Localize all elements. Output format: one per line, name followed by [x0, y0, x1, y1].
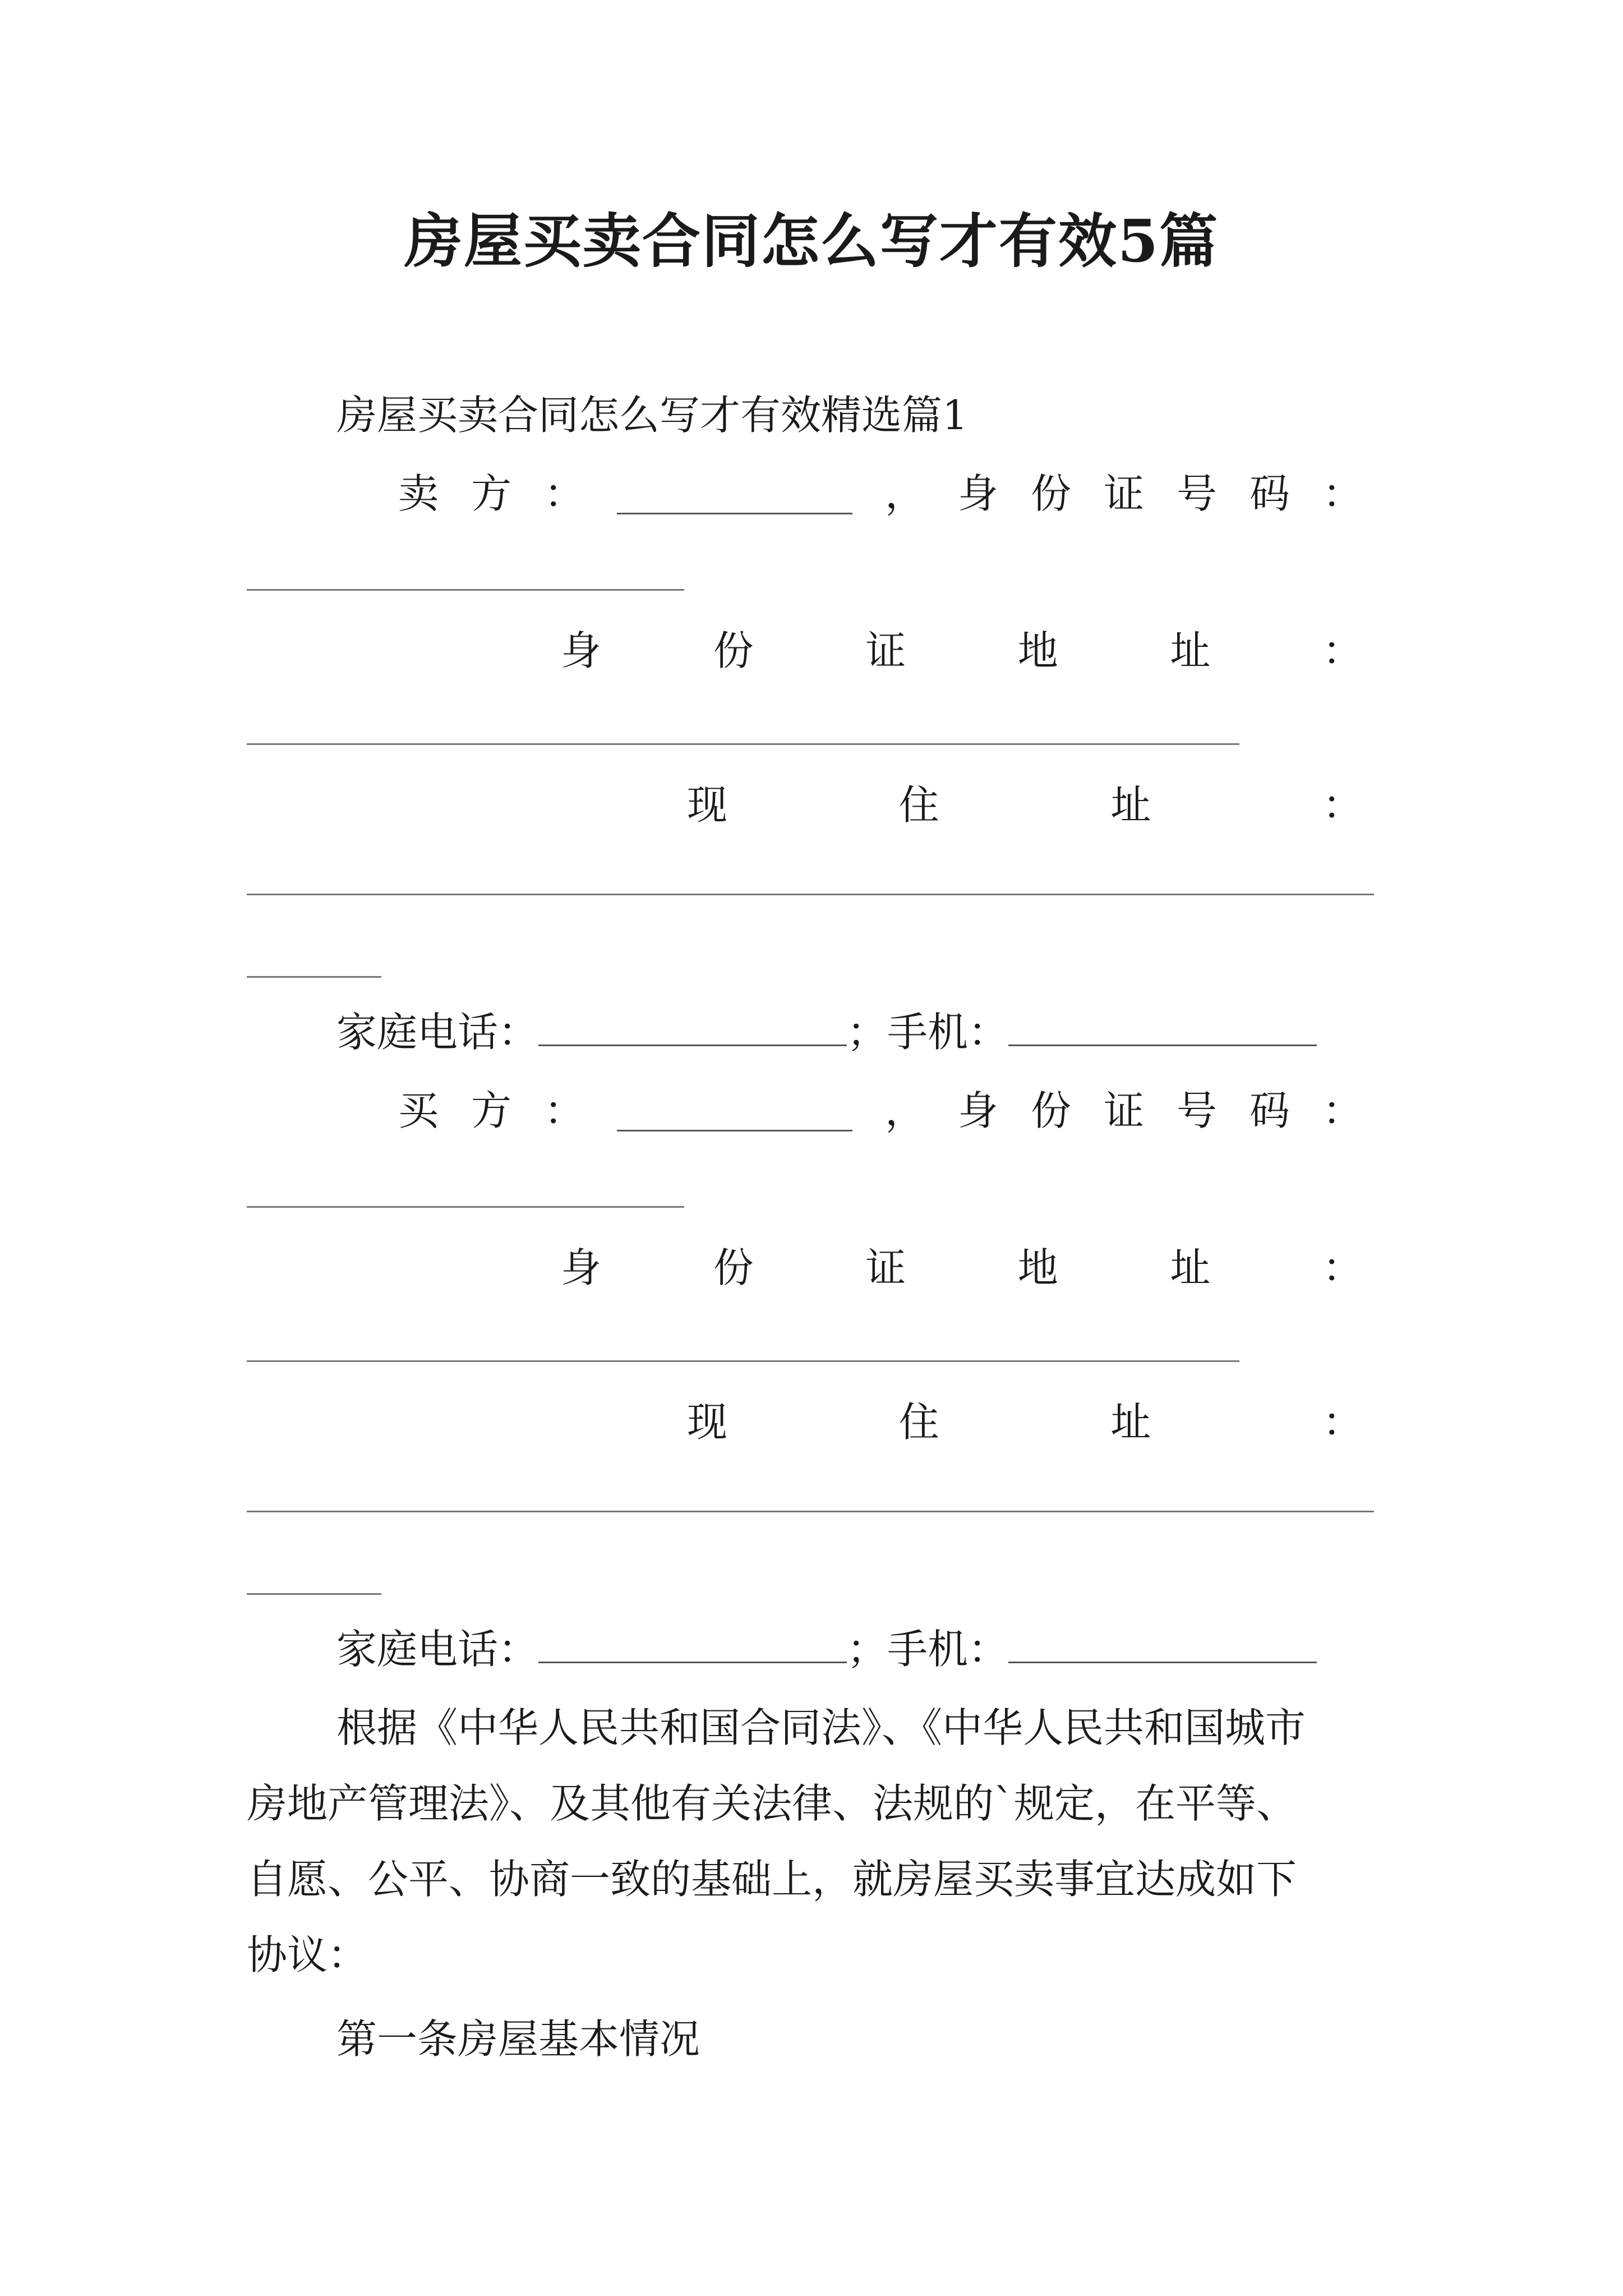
seller-curaddr-char-3: 址 — [1110, 781, 1151, 829]
seller-curaddr-char-4: ： — [1322, 781, 1363, 829]
buyer-id-address-blank[interactable] — [247, 1360, 1239, 1362]
seller-current-address-blank-2[interactable] — [247, 976, 381, 978]
seller-idaddr-char-4: 地 — [1017, 627, 1058, 674]
buyer-label-char-1: 买 — [398, 1087, 439, 1134]
seller-curaddr-char-2: 住 — [898, 781, 939, 829]
seller-id-address-blank[interactable] — [247, 743, 1239, 745]
subtitle: 房屋买卖合同怎么写才有效精选篇1 — [336, 392, 968, 439]
seller-id-number-blank[interactable] — [247, 589, 684, 591]
seller-id-char-4: 号 — [1176, 470, 1217, 517]
buyer-curaddr-char-1: 现 — [687, 1398, 728, 1446]
seller-current-address-row — [687, 777, 1363, 833]
buyer-id-address-row — [561, 1240, 1363, 1296]
buyer-id-char-1: 身 — [957, 1087, 998, 1134]
buyer-id-char-6: ： — [1322, 1087, 1363, 1134]
buyer-phone-row — [336, 1621, 1317, 1677]
seller-idaddr-char-2: 份 — [713, 627, 754, 674]
buyer-id-char-4: 号 — [1176, 1087, 1217, 1134]
buyer-label-char-2: 方 — [471, 1087, 512, 1134]
body-line-3: 自愿、公平、协商一致的基础上，就房屋买卖事宜达成如下 — [247, 1856, 1297, 1903]
seller-id-address-row — [561, 623, 1363, 679]
body-line-2: 房地产管理法》、及其他有关法律、法规的`规定，在平等、 — [247, 1780, 1297, 1827]
buyer-phone-label: 家庭电话： — [336, 1626, 539, 1673]
buyer-idaddr-char-2: 份 — [713, 1244, 754, 1291]
body-line-4: 协议： — [247, 1931, 368, 1978]
seller-id-char-1: 身 — [957, 470, 998, 517]
seller-id-char-6: ： — [1322, 470, 1363, 517]
buyer-idaddr-char-5: 址 — [1170, 1244, 1211, 1291]
seller-idaddr-char-1: 身 — [561, 627, 602, 674]
seller-phone-blank[interactable] — [538, 1004, 847, 1046]
seller-idaddr-char-6: ： — [1322, 627, 1363, 674]
seller-mobile-label: 手机： — [887, 1009, 1009, 1056]
buyer-name-blank[interactable] — [617, 1091, 852, 1131]
seller-row — [398, 466, 1363, 522]
buyer-idaddr-char-3: 证 — [865, 1244, 906, 1291]
body-line-1: 根据《中华人民共和国合同法》、《中华人民共和国城市 — [336, 1704, 1306, 1751]
buyer-id-char-5: 码 — [1249, 1087, 1290, 1134]
seller-label-char-1: 卖 — [398, 470, 439, 517]
buyer-curaddr-char-2: 住 — [898, 1398, 939, 1446]
article-1-heading: 第一条房屋基本情况 — [336, 2016, 700, 2063]
buyer-current-address-blank-2[interactable] — [247, 1593, 381, 1595]
buyer-mobile-blank[interactable] — [1008, 1621, 1317, 1663]
buyer-idaddr-char-1: 身 — [561, 1244, 602, 1291]
seller-label-char-3: ： — [544, 470, 585, 517]
buyer-current-address-blank-1[interactable] — [247, 1511, 1374, 1512]
buyer-label-char-3: ： — [544, 1087, 585, 1134]
document-title: 房屋买卖合同怎么写才有效5篇 — [404, 206, 1219, 275]
buyer-row — [398, 1083, 1363, 1139]
buyer-phone-blank[interactable] — [538, 1621, 847, 1663]
seller-name-blank[interactable] — [617, 473, 852, 514]
seller-phone-row — [336, 1004, 1317, 1060]
buyer-mobile-label: 手机： — [887, 1626, 1009, 1673]
buyer-phone-sep: ； — [847, 1626, 888, 1673]
buyer-current-address-row — [687, 1394, 1363, 1450]
seller-label-char-2: 方 — [471, 470, 512, 517]
buyer-id-char-2: 份 — [1030, 1087, 1071, 1134]
buyer-comma: ， — [884, 1087, 925, 1134]
buyer-curaddr-char-4: ： — [1322, 1398, 1363, 1446]
seller-current-address-blank-1[interactable] — [247, 894, 1374, 895]
seller-idaddr-char-3: 证 — [865, 627, 906, 674]
seller-curaddr-char-1: 现 — [687, 781, 728, 829]
seller-phone-label: 家庭电话： — [336, 1009, 539, 1056]
seller-phone-sep: ； — [847, 1009, 888, 1056]
seller-comma: ， — [884, 470, 925, 517]
buyer-id-number-blank[interactable] — [247, 1206, 684, 1208]
seller-idaddr-char-5: 址 — [1170, 627, 1211, 674]
seller-id-char-3: 证 — [1103, 470, 1144, 517]
seller-id-char-2: 份 — [1030, 470, 1071, 517]
seller-id-char-5: 码 — [1249, 470, 1290, 517]
buyer-idaddr-char-6: ： — [1322, 1244, 1363, 1291]
seller-mobile-blank[interactable] — [1008, 1004, 1317, 1046]
buyer-idaddr-char-4: 地 — [1017, 1244, 1058, 1291]
buyer-id-char-3: 证 — [1103, 1087, 1144, 1134]
buyer-curaddr-char-3: 址 — [1110, 1398, 1151, 1446]
